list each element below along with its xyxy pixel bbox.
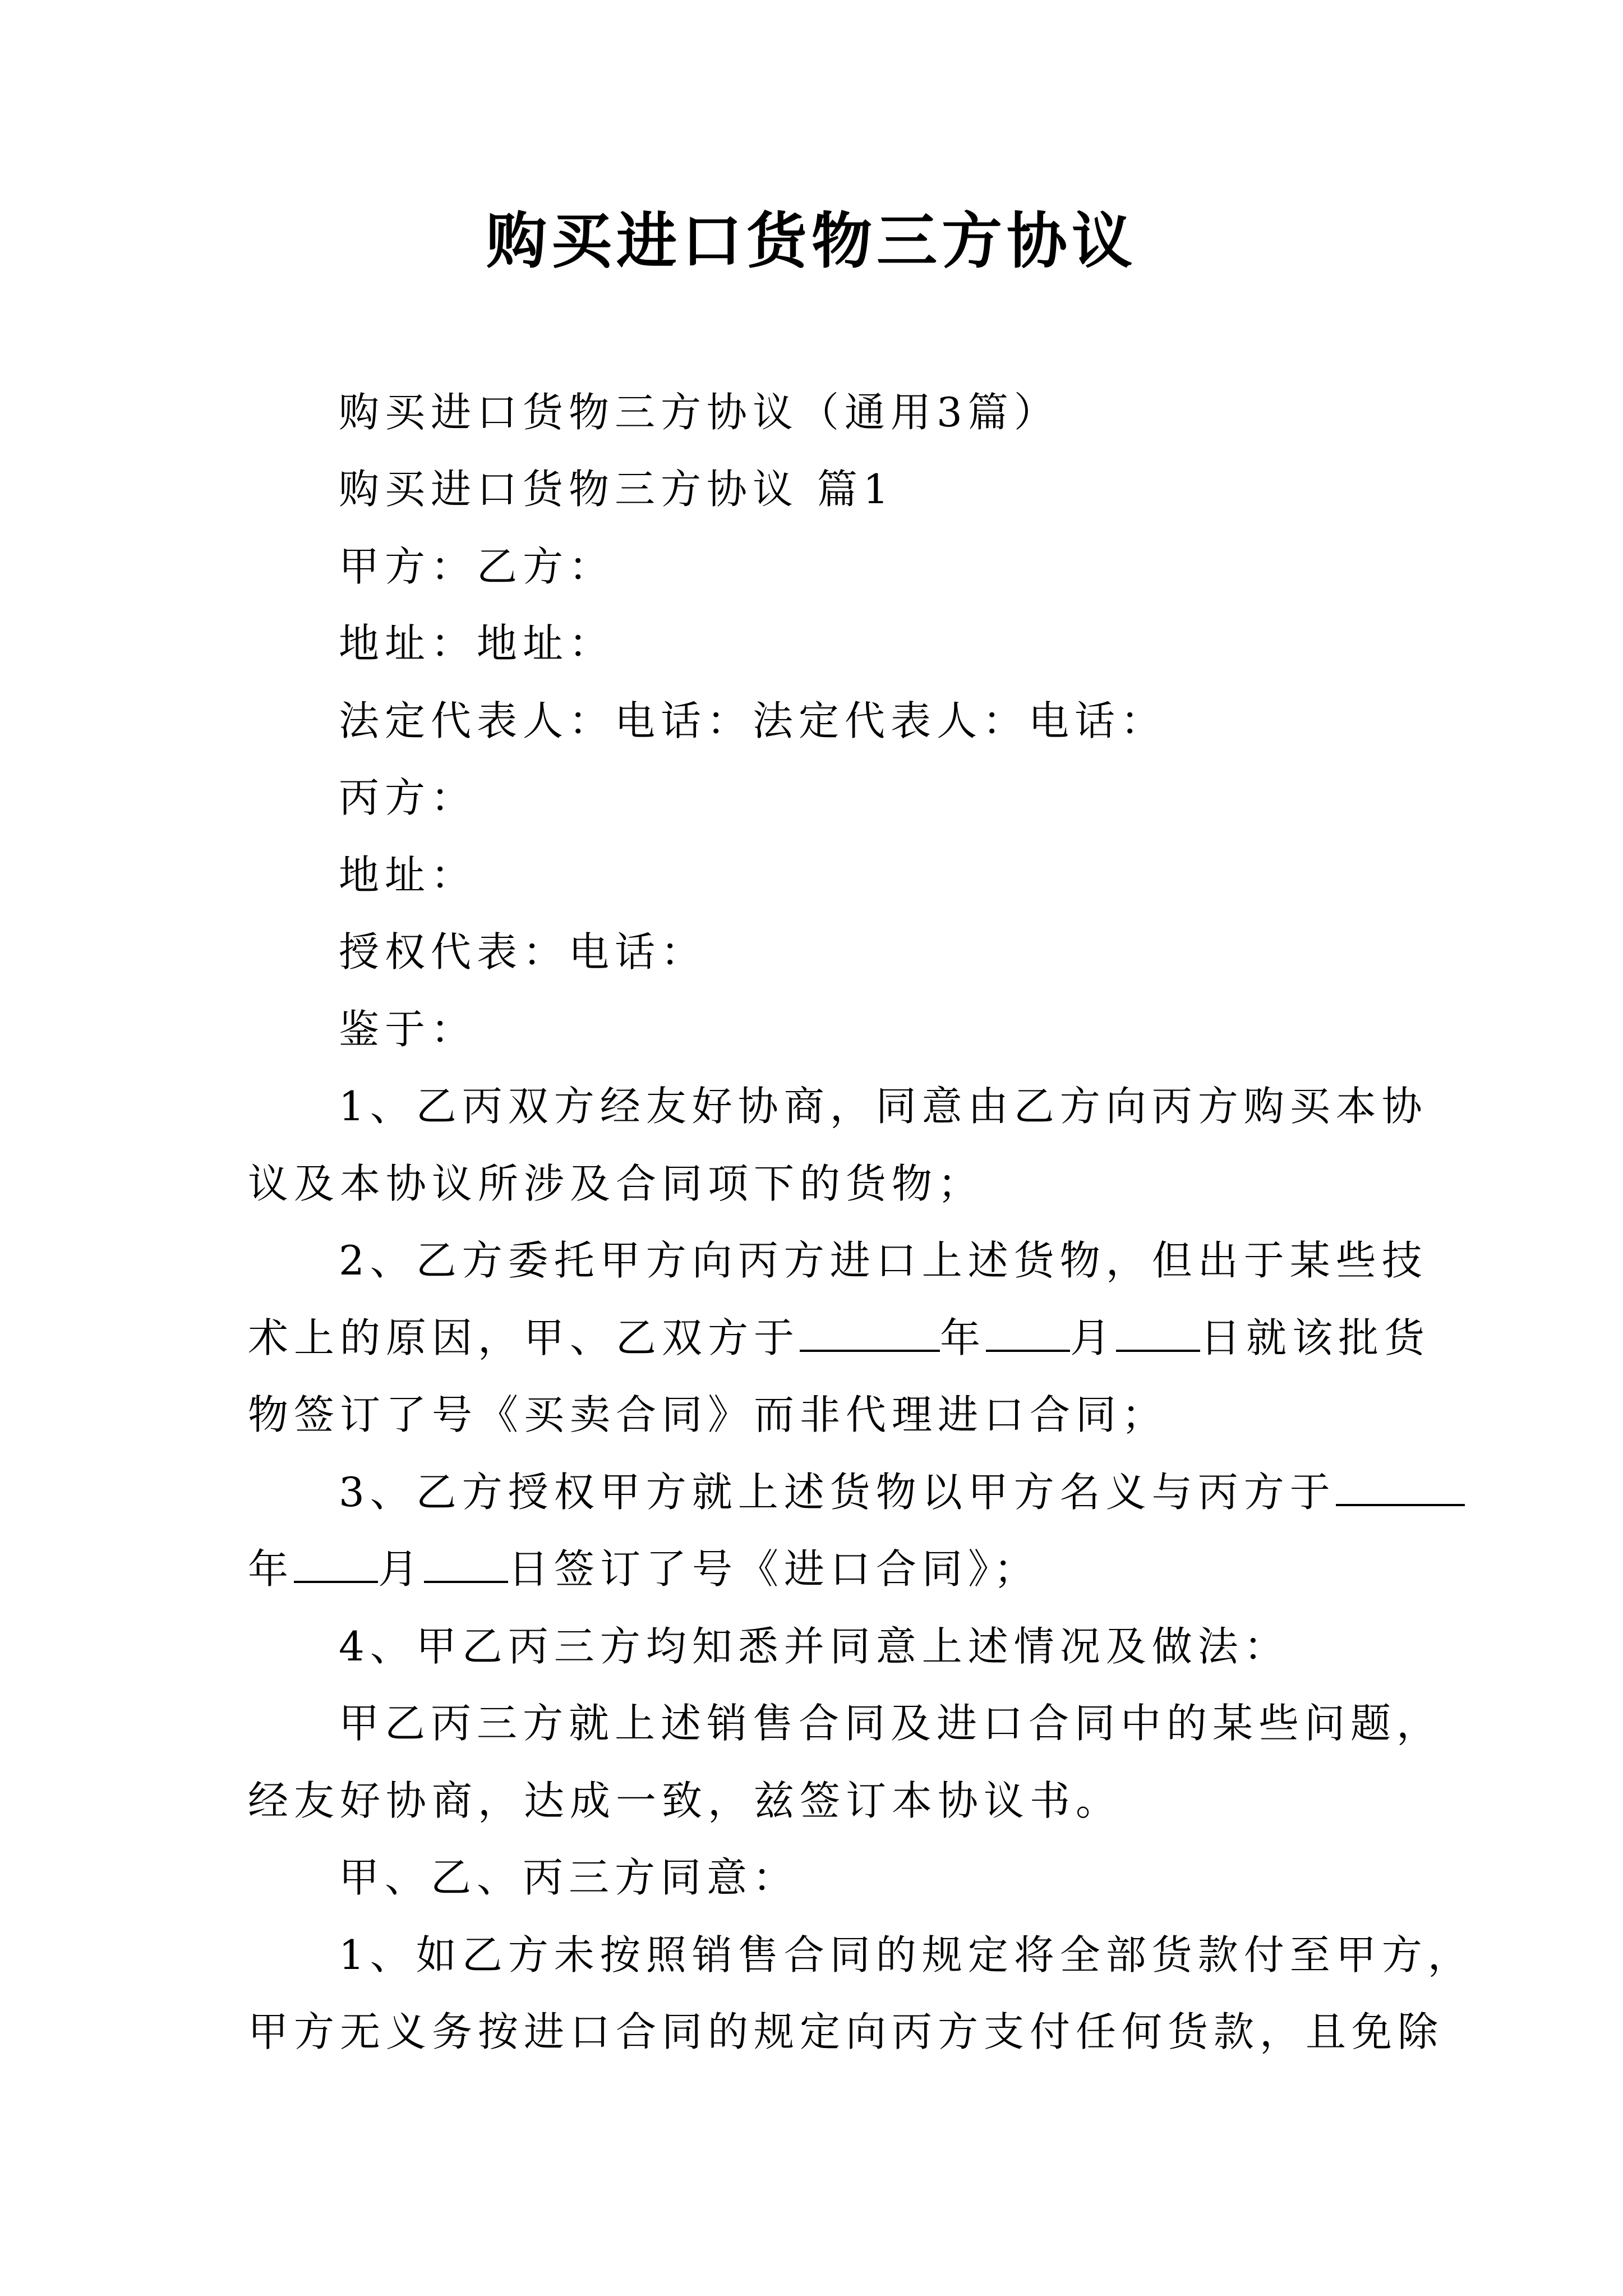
document-subtitle: 购买进口货物三方协议（通用3篇） <box>339 389 1060 436</box>
rep-ab-line: 法定代表人：电话：法定代表人：电话： <box>339 697 1167 744</box>
paragraph-line-2: 经友好协商，达成一致，兹签订本协议书。 <box>248 1777 1122 1824</box>
paragraph-line-1: 甲乙丙三方就上述销售合同及进口合同中的某些问题， <box>339 1700 1443 1747</box>
auth-rep-line: 授权代表：电话： <box>339 928 707 976</box>
clause-4-line: 4、甲乙丙三方均知悉并同意上述情况及做法： <box>339 1623 1290 1670</box>
date-blank-year <box>800 1310 940 1352</box>
party-c-line: 丙方： <box>339 774 477 821</box>
clause-3-text-b: 日签订了号《进口合同》； <box>508 1545 1040 1593</box>
clause-2-line-3: 物签订了号《买卖合同》而非代理进口合同； <box>248 1391 1168 1438</box>
date-blank-year <box>1336 1465 1465 1506</box>
clause-2-line-2 <box>248 1310 1430 1366</box>
month-label: 月 <box>378 1545 425 1593</box>
month-label: 月 <box>1070 1314 1117 1361</box>
date-blank-day <box>424 1542 508 1583</box>
date-blank-day <box>1116 1310 1200 1352</box>
document-title: 购买进口货物三方协议 <box>486 206 1137 277</box>
clause-2-text-a: 术上的原因，甲、乙双方于 <box>248 1314 800 1361</box>
whereas-line: 鉴于： <box>339 1006 477 1053</box>
clause-1-line-1: 1、乙丙双方经友好协商，同意由乙方向丙方购买本协 <box>339 1083 1428 1130</box>
year-label: 年 <box>248 1545 294 1593</box>
clause-3-text-a: 3、乙方授权甲方就上述货物以甲方名义与丙方于 <box>339 1469 1336 1516</box>
address-c-line: 地址： <box>339 852 477 899</box>
party-ab-line: 甲方：乙方： <box>339 543 615 590</box>
clause-1-line-2: 议及本协议所涉及合同项下的货物； <box>248 1160 984 1207</box>
clause-3-line-2 <box>248 1541 1040 1597</box>
clause-3-line-1 <box>339 1464 1465 1520</box>
date-blank-month <box>294 1542 378 1583</box>
date-blank-month <box>986 1310 1070 1352</box>
address-ab-line: 地址：地址： <box>339 620 615 667</box>
clause-2-line-1: 2、乙方委托甲方向丙方进口上述货物，但出于某些技 <box>339 1237 1428 1284</box>
agree-line: 甲、乙、丙三方同意： <box>339 1854 799 1901</box>
term-1-line-2: 甲方无义务按进口合同的规定向丙方支付任何货款，且免除 <box>248 2008 1444 2055</box>
clause-2-text-b: 日就该批货 <box>1200 1314 1431 1361</box>
term-1-line-1: 1、如乙方未按照销售合同的规定将全部货款付至甲方， <box>339 1931 1474 1978</box>
year-label: 年 <box>940 1314 986 1361</box>
section-heading: 购买进口货物三方协议 篇1 <box>339 466 895 513</box>
